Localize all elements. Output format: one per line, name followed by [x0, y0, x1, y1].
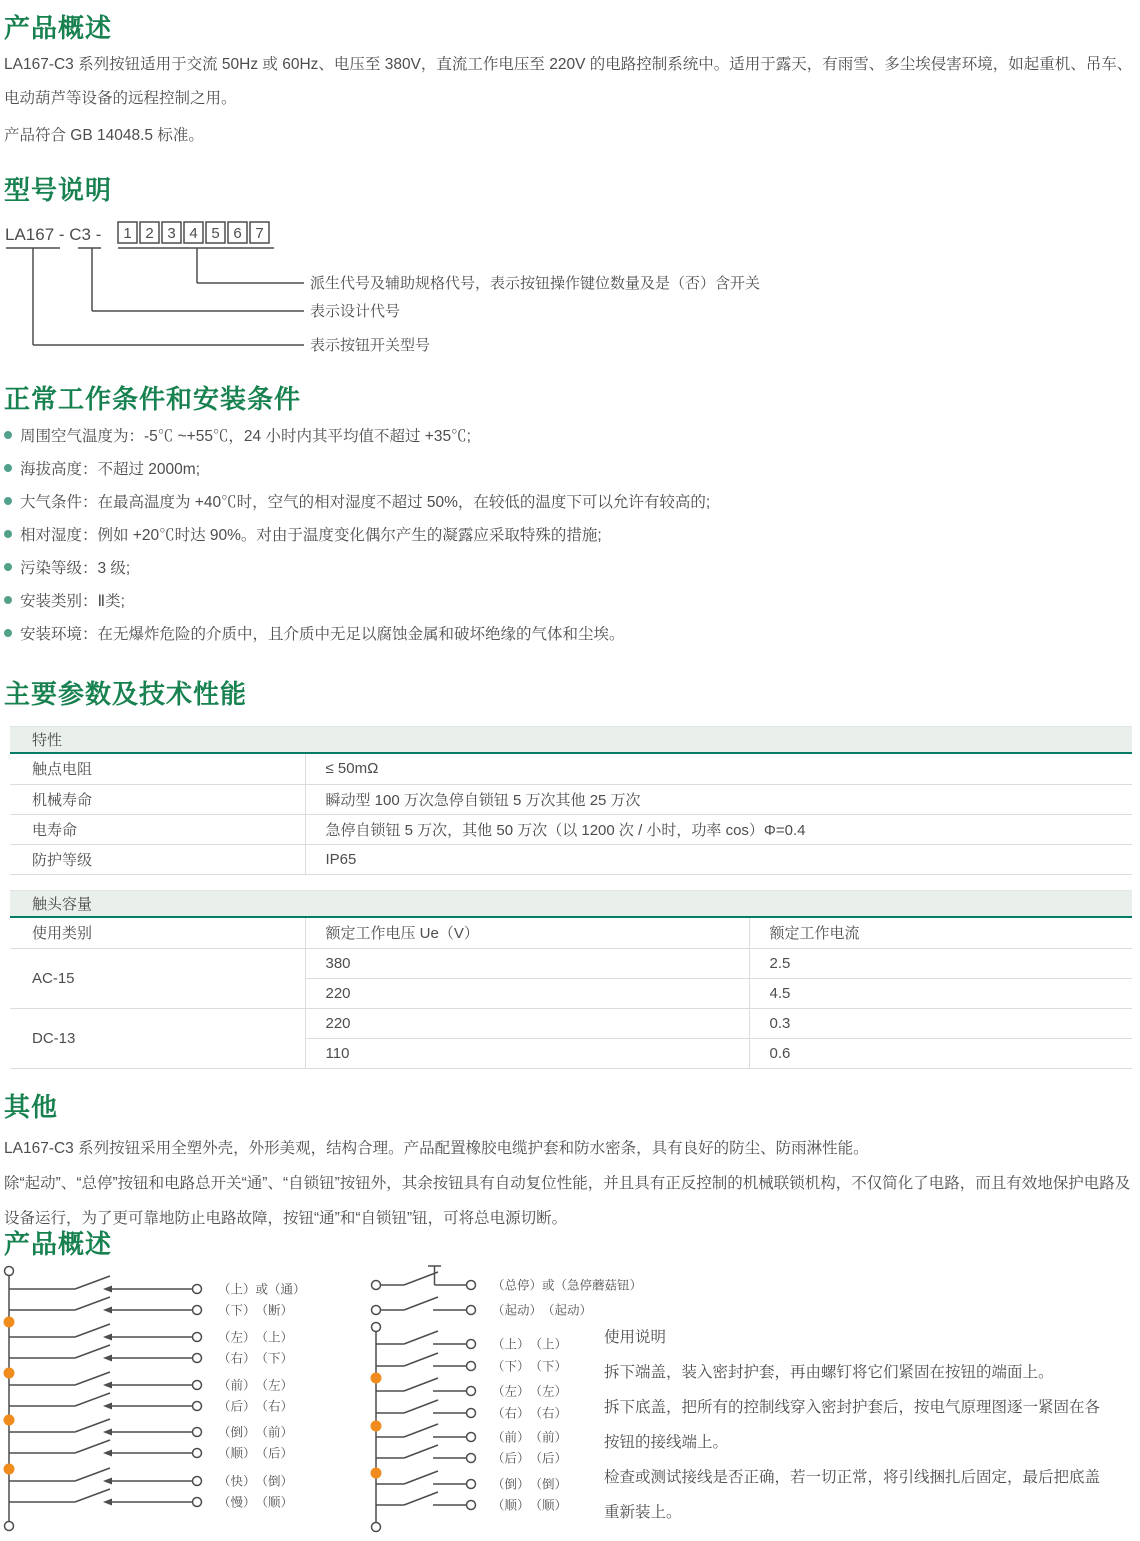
rated-current: 2.5 [749, 948, 1132, 978]
condition-text: 污染等级：3 级; [20, 560, 131, 577]
switch-label: （前） （左） [218, 1378, 294, 1393]
bullet-dot-icon [4, 530, 12, 538]
model-digit: 3 [167, 225, 176, 242]
section-title-parameters: 主要参数及技术性能 [4, 679, 248, 709]
switch-label: （慢） （顺） [218, 1495, 294, 1510]
model-callout-switch-type: 表示按钮开关型号 [310, 337, 431, 354]
model-callout-design-code: 表示设计代号 [310, 303, 401, 320]
condition-text: 安装类别：Ⅱ类; [20, 593, 125, 610]
param-value: ≤ 50mΩ [305, 754, 1132, 784]
param-label: 电寿命 [10, 814, 305, 844]
terminal-circles [467, 1340, 476, 1510]
table-row [10, 844, 1132, 874]
param-value: 瞬动型 100 万次急停自锁钮 5 万次其他 25 万次 [305, 784, 1132, 814]
right-switch-ladder [371, 1266, 643, 1532]
rated-voltage: 110 [305, 1038, 749, 1068]
rated-voltage: 380 [305, 948, 749, 978]
switch-label: （后） （后） [492, 1451, 568, 1466]
switch-label: （上）或（通） [218, 1282, 306, 1297]
model-digit: 7 [255, 225, 264, 242]
switch-label: （后） （右） [218, 1399, 294, 1414]
model-digit: 4 [189, 225, 198, 242]
section-title-conditions: 正常工作条件和安装条件 [4, 384, 302, 414]
section-title-other: 其他 [4, 1092, 59, 1122]
column-header: 使用类别 [10, 918, 305, 948]
column-header: 额定工作电压 Ue（V） [305, 918, 749, 948]
rated-voltage: 220 [305, 978, 749, 1008]
table-header-strip: 触头容量 [10, 890, 1132, 918]
usage-line: 拆下端盖，装入密封护套，再由螺钉将它们紧固在按钮的端面上。 [604, 1364, 1054, 1381]
bullet-dot-icon [4, 563, 12, 571]
left-switch-ladder [4, 1267, 306, 1531]
condition-text: 周围空气温度为：-5℃ ~+55℃，24 小时内其平均值不超过 +35℃; [20, 428, 471, 445]
condition-text: 大气条件：在最高温度为 +40℃时，空气的相对湿度不超过 50%，在较低的温度下可以允许有较高的; [20, 494, 711, 511]
start-switch [381, 1297, 467, 1310]
switch-label: （右） （下） [218, 1351, 294, 1366]
switch-label: （左） （上） [218, 1330, 294, 1345]
switch-branches [9, 1276, 192, 1502]
switch-label: （总停）或（急停蘑菇钮） [492, 1278, 643, 1293]
switch-label: （顺） （顺） [492, 1498, 568, 1513]
rated-current: 4.5 [749, 978, 1132, 1008]
param-label: 防护等级 [10, 844, 305, 874]
model-designation-diagram [0, 215, 900, 365]
switch-label: （右） （右） [492, 1406, 568, 1421]
characteristics-table [10, 726, 1132, 875]
overview-body-text: LA167-C3 系列按钮适用于交流 50Hz 或 60Hz、电压至 380V，直流工作电压至 220V 的电路控制系统中。适用于露天，有雨雪、多尘埃侵害环境，如起重机、吊车、电动葫芦等设备的远程控制之用。 [4, 56, 1133, 107]
usage-line: 检查或测试接线是否正确，若一切正常，将引线捆扎后固定，最后把底盖 [604, 1469, 1101, 1486]
condition-item [4, 453, 1134, 486]
usage-heading: 使用说明 [604, 1329, 667, 1346]
condition-text: 安装环境：在无爆炸危险的介质中，且介质中无足以腐蚀金属和破坏绝缘的气体和尘埃。 [20, 626, 625, 643]
table-row [10, 784, 1132, 814]
model-prefix: LA167 - C3 - [5, 225, 102, 244]
model-digit-boxes [118, 222, 269, 243]
column-header: 额定工作电流 [749, 918, 1132, 948]
switch-label: （前） （前） [492, 1430, 568, 1445]
param-label: 触点电阻 [10, 754, 305, 784]
rated-current: 0.3 [749, 1008, 1132, 1038]
table-row [10, 1008, 1132, 1038]
table-row [10, 918, 1132, 948]
param-value: IP65 [305, 844, 1132, 874]
bullet-dot-icon [4, 431, 12, 439]
overview-standard-text: 产品符合 GB 14048.5 标准。 [4, 127, 204, 144]
bullet-dot-icon [4, 629, 12, 637]
rated-current: 0.6 [749, 1038, 1132, 1068]
model-digit: 2 [145, 225, 154, 242]
switch-label: （左） （左） [492, 1384, 568, 1399]
condition-item [4, 552, 1134, 585]
model-callout-lines [6, 248, 304, 345]
switch-label: （顺） （后） [218, 1446, 294, 1461]
usage-category: AC-15 [10, 948, 305, 1008]
switch-label: （倒） （前） [218, 1425, 294, 1440]
bullet-dot-icon [4, 497, 12, 505]
terminal-circles [193, 1285, 202, 1507]
table-header-strip: 特性 [10, 726, 1132, 754]
table-row [10, 948, 1132, 978]
table-row [10, 814, 1132, 844]
usage-line: 拆下底盖，把所有的控制线穿入密封护套后，按电气原理图逐一紧固在各 [604, 1399, 1101, 1416]
bullet-dot-icon [4, 596, 12, 604]
switch-label: （上） （上） [492, 1337, 568, 1352]
condition-item [4, 420, 1134, 453]
switch-label: （下） （下） [492, 1359, 568, 1374]
switch-label: （倒） （倒） [492, 1477, 568, 1492]
contact-capacity-table [10, 890, 1132, 1069]
condition-text: 相对湿度：例如 +20℃时达 90%。对由于温度变化偶尔产生的凝露应采取特殊的措施; [20, 527, 602, 544]
model-digit: 1 [123, 225, 132, 242]
switch-label: （快） （倒） [218, 1474, 294, 1489]
usage-instructions [604, 1320, 1140, 1530]
section-title-overview: 产品概述 [4, 13, 113, 43]
usage-category: DC-13 [10, 1008, 305, 1068]
switch-label: （起动） （起动） [492, 1303, 593, 1318]
model-digit: 5 [211, 225, 220, 242]
rated-voltage: 220 [305, 1008, 749, 1038]
other-paragraph-1: LA167-C3 系列按钮采用全塑外壳，外形美观，结构合理。产品配置橡胶电缆护套和防水密条，具有良好的防尘、防雨淋性能。 [4, 1140, 869, 1157]
param-value: 急停自锁钮 5 万次，其他 50 万次（以 1200 次 / 小时，功率 cos）Φ=0.4 [305, 814, 1132, 844]
model-callout-derived-code: 派生代号及辅助规格代号，表示按钮操作键位数量及是（否）含开关 [310, 275, 761, 292]
switch-branches [376, 1331, 466, 1505]
other-paragraph-2: 除“起动”、“总停”按钮和电路总开关“通”、“自锁钮”按钮外，其余按钮具有自动复位性能，并且具有正反控制的机械联锁机构，不仅简化了电路，而且有效地保护电路及设备运行，为了更可靠地防止电路故障，按钮“通”和“自锁钮”钮，可将总电源切断。 [4, 1175, 1131, 1227]
switch-label: （下） （断） [218, 1303, 294, 1318]
section-title-diagrams: 产品概述 [4, 1229, 113, 1259]
emergency-stop-switch [381, 1266, 467, 1285]
conditions-list [4, 420, 1134, 651]
condition-item [4, 486, 1134, 519]
left-labels [218, 1282, 306, 1510]
bullet-dot-icon [4, 464, 12, 472]
table-row [10, 754, 1132, 784]
section-title-model: 型号说明 [4, 175, 113, 205]
usage-line: 按钮的接线端上。 [604, 1434, 729, 1451]
condition-item [4, 519, 1134, 552]
model-digit: 6 [233, 225, 242, 242]
param-label: 机械寿命 [10, 784, 305, 814]
condition-text: 海拔高度：不超过 2000m; [20, 461, 201, 478]
condition-item [4, 618, 1134, 651]
condition-item [4, 585, 1134, 618]
usage-line: 重新装上。 [604, 1504, 682, 1521]
